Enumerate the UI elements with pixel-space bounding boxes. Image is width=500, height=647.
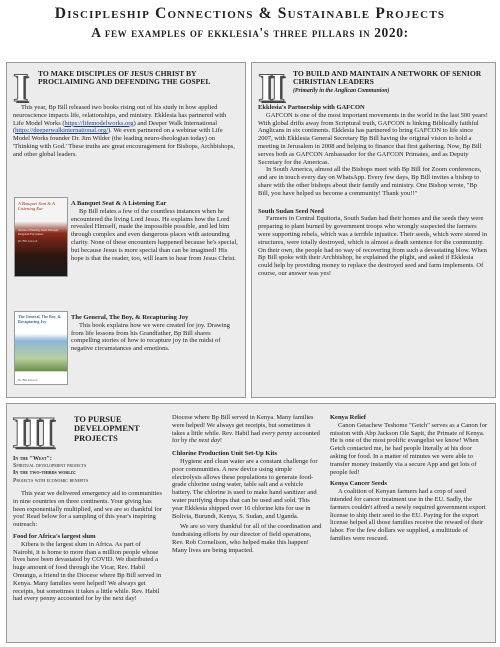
kenya-cancer-heading: Kenya Cancer Seeds [330,480,387,488]
chlorine-paragraph-1: Hygiene and clean water are a constant challenge for poor communities. A new device using simple electrolysis allows these populations to generate food-grade chlorine using water, table salt and a vehicle battery. The chlorine is used to make hand sanitizer and water purifying drops that can be used and sold. This year Ekklesia shipped over 16 chlorine kits for use in Bolivia, Burundi, Kenya, S. Sudan, and Uganda. [172,457,318,520]
pillar-three-intro: This year we delivered emergency aid to communities in nine countries on three continents. Your giving has been exponentially multiplied, and we are so thankful for you! Read below for a sampling of this year's inspiring outreach: [13,490,162,529]
pillar-three-col-1 [13,490,163,603]
lifemodelworks-link[interactable]: https://lifemodelworks.org [64,119,134,127]
pillar-one-title: TO MAKE DISCIPLES OF JESUS CHRIST BY PROCLAIMING AND DEFENDING THE GOSPEL [38,69,211,87]
kenya-relief-text: Canon Getachew Teshome "Getch" serves as a Canon for mission with Abp Jackson Ole Sapit, the Primate of Kenya. He is one of the most prolific evangelist we know! When Getch contacted me, he had people literally at his door asking for food. In a matter of minutes we were able to transfer money instantly via a secure App and get lots of people fed! [330,421,488,476]
book-two-description [71,314,239,353]
intro-text-b: ) and Deeper Walk International ( [13,119,218,135]
kenya-relief-heading: Kenya Relief [330,414,366,421]
page-title: Discipleship Connections & Sustainable Projects [54,5,446,22]
book-two-text: This book explains how we were created for joy. Drawing from life lessons from his Grandfather, Bp Bill shares compelling stories of how to recapture joy in the midst of negative circumstances and emotions. [71,321,230,353]
book-cover-recapturing-joy [14,311,68,385]
roman-numeral-one: I [13,65,25,110]
intro-text-a: This year, Bp Bill released two books rising out of his study in how applied neuroscience impacts life, relationships, and ministry. Ekklesia has partnered with Life Model Works ( [13,104,227,127]
book-two-heading: The General, The Boy, & Recapturing Joy [71,314,189,321]
gafcon-paragraph-1: GAFCON is one of the most important movements in the world in the last 500 years! With global drifts away from Scriptural truth, GAFCON is linking Biblically faithful Anglicans in six continents. Ekklesia has partnered to bring GAFCON to life since 2007, with Ekklesia General Secretary Bp Bill having the original vision to hold a meeting in Jerusalem in 2008 and helping to finance that first gathering. Now, Bp Bill serves both as GAFCON Ambassador for the GAFCON Primates, and as Deputy Secretary for the Americas. [258,111,488,166]
roman-numeral-two: II [258,65,282,110]
food-africa-heading: Food for Africa's largest slum [13,532,96,540]
book-cover-title: A Banquet Seat & A Listening Ear [18,201,55,211]
food-africa-text: Kibera is the largest slum in Africa. As part of Nairobi, it is home to more than a million people whose lives have been devastated by COVID. We distributed a huge amount of food through the Vicar, Rev. Habil Omungu, a friend in the Diocese where Bp Bill served in Kenya. Many families were helped! We always get receipts, but sometimes it takes a little while. Rev. Habil had every penny accounted for by the next day! [13,540,162,603]
deeperwalk-link[interactable]: https://deeperwalkinternational.org/ [15,127,109,135]
pillar-three-col-3 [330,414,488,543]
page-header [0,0,500,41]
book-cover-author: Dr. Bill Atwood [18,239,38,244]
two-thirds-text: Projects with economic benefits [13,477,89,484]
intro-text-c: ). We even partnered on a webinar with Life Model Works founder Dr. Jim Wilder (the leading neuro-theologian today) on 'Thinking with God.' These truths are great encouragement for Bishops, Archbishops, and other global leaders. [13,127,235,158]
pillar-two-title [293,70,488,95]
pillar-two-title-text: TO BUILD AND MAINTAIN A NETWORK OF SENIOR CHRISTIAN LEADERS [293,69,482,87]
book-one-text: Bp Bill relates a few of the countless instances when he encountered the living Lord Jesus. He explains how the Lord revealed Himself, made the impossible possible, and led him through complex and even dangerous places with astounding clarity. None of these encounters happened because he's special, but because Jesus is more special than can be imagined! His hope is that the reader, too, will learn to hear from Jesus Christ. [71,207,238,262]
book-cover-title-2: The General, The Boy, & Recapturing Joy [18,314,61,324]
west-label: In the "West": [13,456,52,462]
roman-numeral-three: III [12,408,52,457]
pillar-three-title: TO PURSUE DEVELOPMENT PROJECTS [74,415,140,443]
gafcon-paragraph-2: In South America, almost all the Bishops meet with Bp Bill for Zoom conferences, and are in touch every day on WhatsApp. Every few days, Bp Bill invites a bishop to share with the other bishops about their family and ministry. One Bishop wrote, "Bp Bill, you have helped us become a community! Thank you!!" [258,166,482,197]
south-sudan-paragraph: Farmers in Central Equitoria, South Sudan had their homes and the seeds they were preparing to plant burned by government troops who wrongly suspected the farmers were supporting rebels, which was a terrible injustice. Their seeds, which were stored in structures, were totally destroyed, which is almost a death sentence for the community. On their own, the people had no way of recovering from such a devastating blow. When Bp Bill spoke with their Archbishop, he explained the plight, and asked if Ekklesia could help by providing money to replace the destroyed seed and farm implements. Of course, our answer was yes! [258,215,488,277]
book-cover-subtitle: Stories of Hearing Jesus Through Kingdom Encounters [18,228,59,236]
chlorine-paragraph-2: We are so very thankful for all of the coordination and fundraising efforts by our director of field operations, Rev. Rob Cornelison, who helped make this happen! Many lives are being impacted. [172,523,322,554]
book-one-description [71,200,239,262]
pillar-two-body [258,104,489,278]
west-text: Spiritual development projects [13,463,87,470]
page-subtitle: A few examples of ekklesia's three pillars in 2020: [91,25,409,40]
two-thirds-label: In the two-thirds world: [13,470,76,477]
pillar-three-col-2 [172,414,322,555]
book-cover-author-2: Dr. Bill Atwood [18,378,38,382]
pillar-three-subtitles [13,456,173,485]
gafcon-heading: Ekklesia's Partnership with GAFCON [258,104,365,111]
chlorine-heading: Chlorine Production Unit Set-Up Kits [172,450,277,458]
south-sudan-heading: South Sudan Seed Need [258,207,324,215]
food-africa-continued: Diocese where Bp Bill served in Kenya. Many families were helped! We always get receipts, but sometimes it takes a little while. Rev. Habil had every penny accounted for by the next day! [172,414,320,445]
pillar-two-title-sub: (Primarily in the Anglican Communion) [293,87,390,94]
book-cover-banquet-seat [14,197,68,277]
kenya-cancer-text: A coalition of Kenyan farmers had a crop of seed intended for cancer treatment use in the EU. Sadly, the farmers couldn't afford a newly required government export license to ship their seed to the EU. Paying for the export license helped all those families receive the reward of their labor. For the few dollars we supplied, a multitude of families were rescued. [330,488,486,542]
pillar-one-intro [13,104,237,159]
book-one-heading: A Banquet Seat & A Listening Ear [71,200,167,207]
